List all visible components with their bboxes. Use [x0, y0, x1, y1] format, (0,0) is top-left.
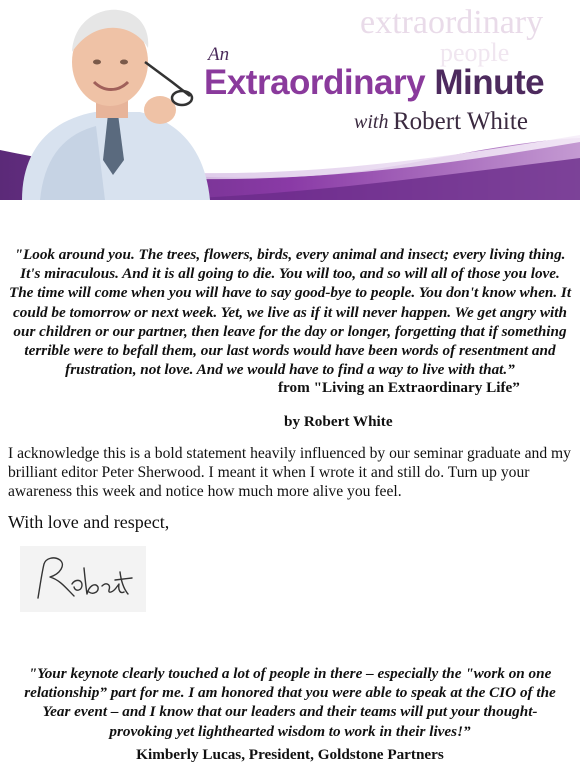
testimonial-attribution: Kimberly Lucas, President, Goldstone Partners [136, 746, 444, 763]
header-banner [0, 0, 580, 200]
banner-with-text: with [354, 111, 389, 133]
watermark-line-1: extraordinary [360, 4, 544, 41]
banner-author-name: Robert White [393, 108, 528, 135]
watermark-line-2: people [440, 38, 510, 67]
presenter-photo-icon [22, 10, 210, 200]
signature-icon [20, 546, 146, 612]
testimonial-quote: "Your keynote clearly touched a lot of people in there – especially the "work on one relationship” part for me. I am honored that you were able to speak at the CIO of the Year event – and I know that our leaders and their teams will put your thought-provoking yet lighthearted wisdom to work in their lives!” [24, 665, 556, 740]
banner-title-prefix: An [208, 44, 230, 65]
signature-image [20, 546, 146, 612]
banner-title-word-1: Extraordinary [204, 63, 426, 102]
closing-line: With love and respect, [8, 512, 170, 532]
banner-watermark [360, 4, 544, 68]
quote-source: from "Living an Extraordinary Life” [278, 379, 520, 396]
acknowledgement-paragraph: I acknowledge this is a bold statement heavily influenced by our seminar graduate and my brilliant editor Peter Sherwood. I meant it when I wrote it and still do. Turn up your awareness this week and notice how much more alive you feel. [8, 445, 571, 500]
quote-byline: by Robert White [284, 413, 393, 430]
featured-quote: "Look around you. The trees, flowers, birds, every animal and insect; every living thing. It's miraculous. And it is all going to die. You will too, and so will all of those you love. The time will come when you will have to say good-bye to people. You don't know when. It could be tomorrow or next week. Yet, we live as if it will never happen. We get angry with our children or our partner, then leave for the day or longer, forgetting that if something terrible were to befall them, our last words would have been words of resentment and frustration, not love. And we would have to find a way to live with that.” [8, 246, 572, 379]
banner-title [204, 63, 544, 103]
banner-title-word-2: Minute [434, 63, 545, 102]
